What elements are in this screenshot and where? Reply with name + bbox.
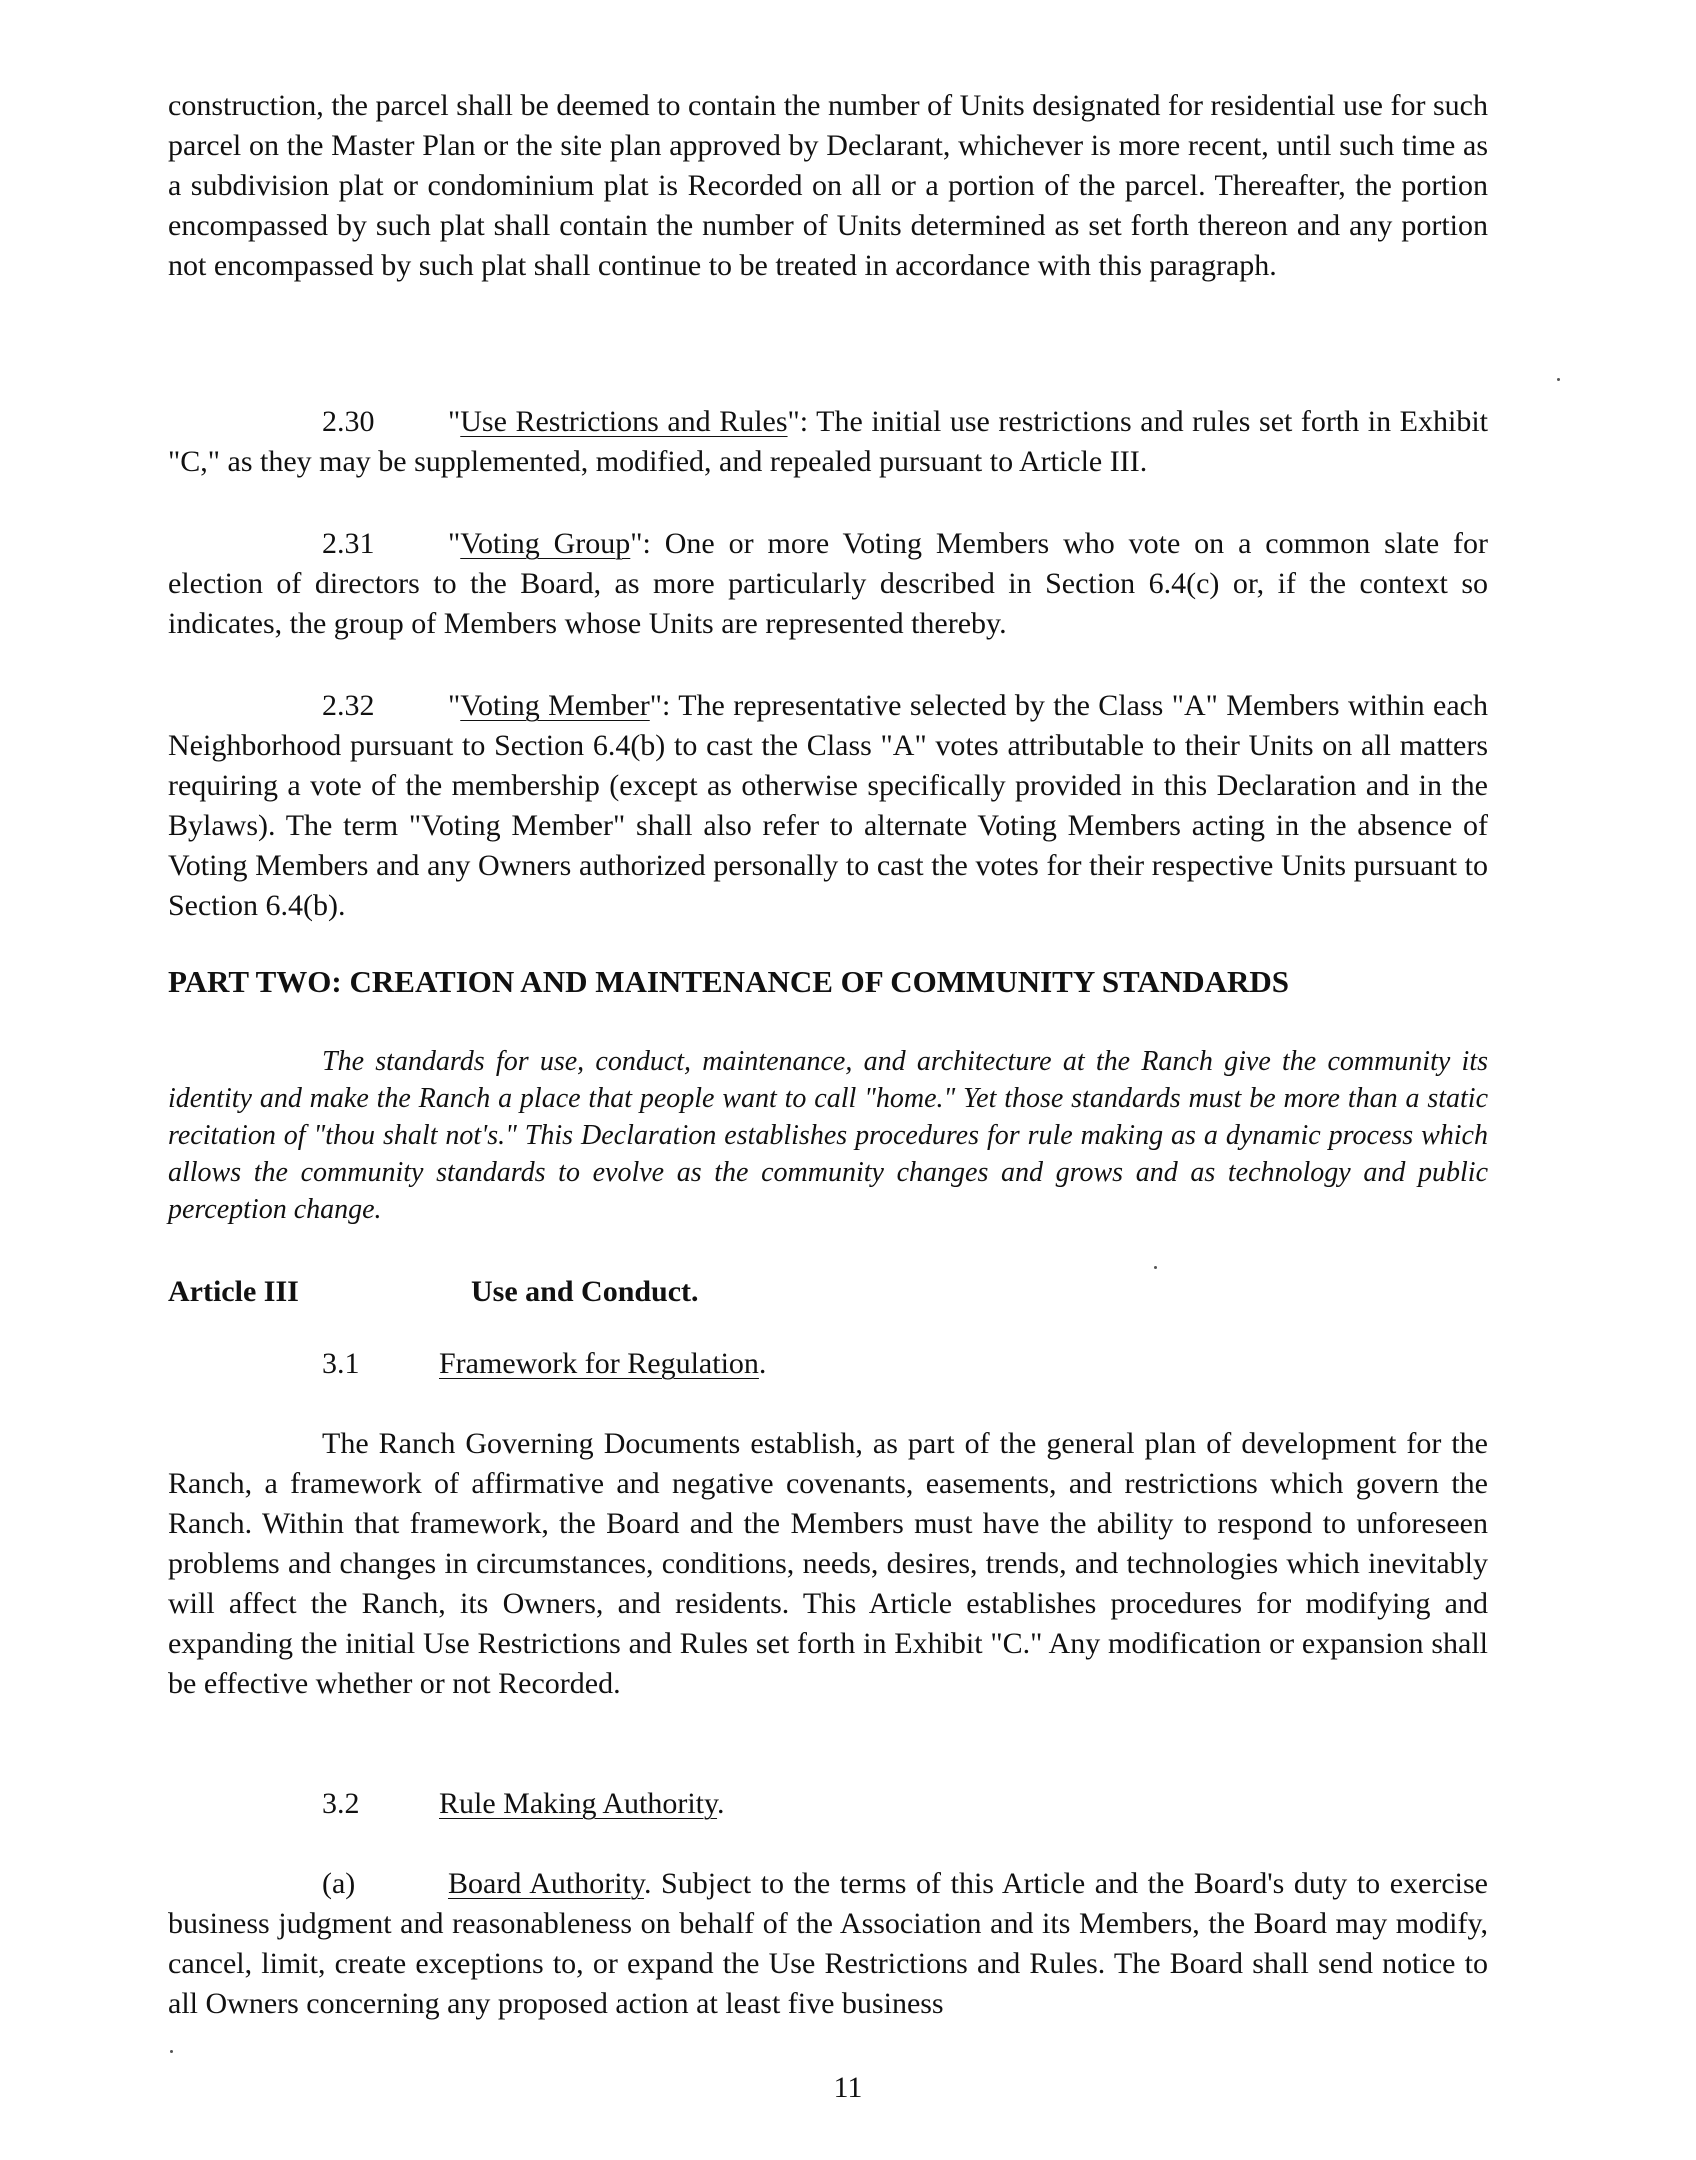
section-number: 2.32 xyxy=(322,689,375,722)
section-2-30: 2.30 "Use Restrictions and Rules": The initial use restrictions and rules set forth in Exhibit "C," as they may be supplemented, modified, and repealed pursuant to Article III. xyxy=(168,402,1488,482)
section-number: 3.1 xyxy=(322,1347,360,1380)
section-3-1-paragraph: The Ranch Governing Documents establish, as part of the general plan of development for the Ranch, a framework of affirmative and negative covenants, easements, and restrictions which govern the Ranch. Within that framework, the Board and the Members must have the ability to respond to unforeseen problems and changes in circumstances, conditions, needs, desires, trends, and technologies which inevitably will affect the Ranch, its Owners, and residents. This Article establishes procedures for modifying and expanding the initial Use Restrictions and Rules set forth in Exhibit "C." Any modification or expansion shall be effective whether or not Recorded. xyxy=(168,1427,1488,1700)
section-text: : One or more Voting Members who vote on a common slate for election of directors to the Board, as more particularly described in Section 6.4(c) or, if the context so indicates, the group of Members whose Units are represented thereby. xyxy=(168,527,1489,640)
page-number: 11 xyxy=(833,2071,863,2104)
defined-term: Board Authority xyxy=(448,1867,644,1900)
section-3-2-a xyxy=(168,1864,1488,2024)
section-text: . Subject to the terms of this Article and the Board's duty to exercise business judgment and reasonableness on behalf of the Association and its Members, the Board may modify, cancel, limit, create exceptions to, or expand the Use Restrictions and Rules. The Board shall send notice to all Owners concerning any proposed action at least five business xyxy=(168,1867,1488,2020)
section-2-31: 2.31 "Voting Group": One or more Voting Members who vote on a common slate for election of directors to the Board, as more particularly described in Section 6.4(c) or, if the context so indicates, the group of Members whose Units are represented thereby. xyxy=(168,524,1488,644)
defined-term: Voting Member xyxy=(460,689,650,722)
section-3-2-heading: 3.2 Rule Making Authority. xyxy=(322,1784,725,1824)
section-3-1-heading: 3.1 Framework for Regulation. xyxy=(322,1344,766,1384)
part-two-heading: PART TWO: CREATION AND MAINTENANCE OF COMMUNITY STANDARDS xyxy=(168,964,1289,999)
defined-term: Use Restrictions and Rules xyxy=(460,405,788,438)
defined-term: Voting Group xyxy=(460,527,631,560)
article-label: Article III xyxy=(168,1275,299,1308)
section-title: Rule Making Authority xyxy=(439,1787,718,1820)
article-3-heading xyxy=(168,1272,1488,1312)
part-two-intro: The standards for use, conduct, maintenance, and architecture at the Ranch give the community its identity and make the Ranch a place that people want to call "home." Yet those standards must be more than a static recitation of "thou shalt not's." This Declaration establishes procedures for rule making as a dynamic process which allows the community standards to evolve as the community changes and grows and as technology and public perception change. xyxy=(168,1046,1488,1225)
scan-speck xyxy=(1154,1266,1157,1269)
section-text: : The representative selected by the Class "A" Members within each Neighborhood pursuant to Section 6.4(b) to cast the Class "A" votes attributable to their Units on all matters requiring a vote of the membership (except as otherwise specifically provided in this Declaration and in the Bylaws). The term "Voting Member" shall also refer to alternate Voting Members acting in the absence of Voting Members and any Owners authorized personally to cast the votes for their respective Units pursuant to Section 6.4(b). xyxy=(168,689,1488,922)
section-number: 2.30 xyxy=(322,405,375,438)
scan-speck xyxy=(1557,378,1560,381)
subsection-label: (a) xyxy=(322,1867,356,1900)
section-number: 3.2 xyxy=(322,1787,360,1820)
scan-speck xyxy=(170,2050,173,2053)
section-2-32: 2.32 "Voting Member": The representative selected by the Class "A" Members within each Neighborhood pursuant to Section 6.4(b) to cast the Class "A" votes attributable to their Units on all matters requiring a vote of the membership (except as otherwise specifically provided in this Declaration and in the Bylaws). The term "Voting Member" shall also refer to alternate Voting Members acting in the absence of Voting Members and any Owners authorized personally to cast the votes for their respective Units pursuant to Section 6.4(b). xyxy=(168,686,1488,926)
section-text: : The initial use restrictions and rules set forth in Exhibit "C," as they may be supplemented, modified, and repealed pursuant to Article III. xyxy=(168,405,1488,478)
section-title: Framework for Regulation xyxy=(439,1347,759,1380)
article-title: Use and Conduct. xyxy=(471,1275,699,1308)
section-number: 2.31 xyxy=(322,527,375,560)
intro-paragraph: construction, the parcel shall be deemed to contain the number of Units designated for residential use for such parcel on the Master Plan or the site plan approved by Declarant, whichever is more recent, until such time as a subdivision plat or condominium plat is Recorded on all or a portion of the parcel. Thereafter, the portion encompassed by such plat shall contain the number of Units determined as set forth thereon and any portion not encompassed by such plat shall continue to be treated in accordance with this paragraph. xyxy=(168,89,1488,282)
